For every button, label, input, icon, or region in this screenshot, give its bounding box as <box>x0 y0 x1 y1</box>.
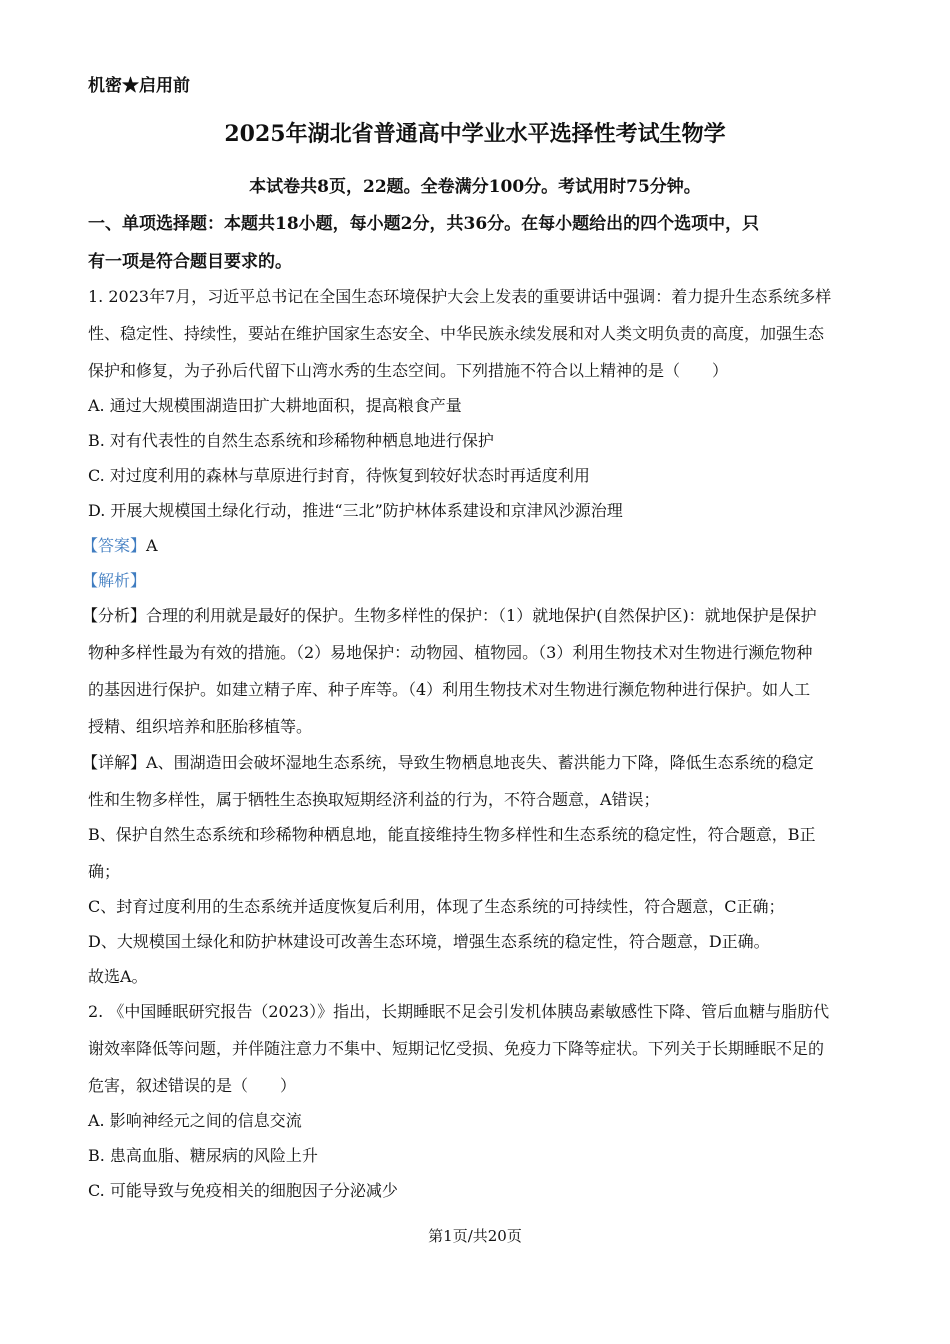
q2-stem: 谢效率降低等问题，并伴随注意力不集中、短期记忆受损、免疫力下降等症状。下列关于长期睡眠不足的 <box>88 1039 825 1058</box>
fenxi-text: 授精、组织培养和胚胎移植等。 <box>88 717 313 736</box>
q1-option-a: A. 通过大规模围湖造田扩大耕地面积，提高粮食产量 <box>88 396 462 415</box>
page-number: 第1页/共20页 <box>428 1227 522 1245</box>
q2-option-c: C. 可能导致与免疫相关的细胞因子分泌减少 <box>88 1181 398 1200</box>
q1-option-c: C. 对过度利用的森林与草原进行封育，待恢复到较好状态时再适度利用 <box>88 466 590 485</box>
answer-line <box>82 534 158 558</box>
confidential-label: 机密★启用前 <box>88 76 190 96</box>
xiangjie-text: B、保护自然生态系统和珍稀物种栖息地，能直接维持生物多样性和生态系统的稳定性，符合题意，B正 <box>88 825 816 844</box>
fenxi-text: 的基因进行保护。如建立精子库、种子库等。（4）利用生物技术对生物进行濒危物种进行保护。如人工 <box>88 680 811 699</box>
conclusion: 故选A。 <box>88 967 148 986</box>
q2-stem: 危害，叙述错误的是（ ） <box>88 1076 297 1095</box>
xiangjie-label: 【详解】 <box>82 753 147 772</box>
exam-info: 本试卷共8页，22题。全卷满分100分。考试用时75分钟。 <box>249 177 701 197</box>
xiangjie-text: 确； <box>88 862 121 881</box>
xiangjie-line <box>82 751 814 775</box>
analysis-label: 【解析】 <box>82 571 147 590</box>
q2-option-b: B. 患高血脂、糖尿病的风险上升 <box>88 1146 318 1165</box>
fenxi-text: 合理的利用就是最好的保护。生物多样性的保护：（1）就地保护(自然保护区)：就地保护是保护 <box>146 606 817 625</box>
answer-value: A <box>146 536 158 555</box>
fenxi-text: 物种多样性最为有效的措施。（2）易地保护：动物园、植物园。（3）利用生物技术对生物进行濒危物种 <box>88 643 813 662</box>
page-title: 2025年湖北省普通高中学业水平选择性考试生物学 <box>224 121 726 147</box>
xiangjie-text: 性和生物多样性，属于牺牲生态换取短期经济利益的行为，不符合题意，A错误； <box>88 790 660 809</box>
fenxi-line <box>82 604 817 628</box>
q2-option-a: A. 影响神经元之间的信息交流 <box>88 1111 302 1130</box>
xiangjie-text: C、封育过度利用的生态系统并适度恢复后利用，体现了生态系统的可持续性，符合题意，C正确； <box>88 897 785 916</box>
q1-stem: 保护和修复，为子孙后代留下山湾水秀的生态空间。下列措施不符合以上精神的是（ ） <box>88 361 729 380</box>
q1-option-b: B. 对有代表性的自然生态系统和珍稀物种栖息地进行保护 <box>88 431 494 450</box>
q1-stem: 1. 2023年7月，习近平总书记在全国生态环境保护大会上发表的重要讲话中强调：着力提升生态系统多样 <box>88 287 832 306</box>
section-heading: 有一项是符合题目要求的。 <box>88 252 292 272</box>
xiangjie-text: D、大规模国土绿化和防护林建设可改善生态环境，增强生态系统的稳定性，符合题意，D正确。 <box>88 932 770 951</box>
section-heading: 一、单项选择题：本题共18小题，每小题2分，共36分。在每小题给出的四个选项中，只 <box>88 214 760 234</box>
q2-stem: 2. 《中国睡眠研究报告（2023）》指出，长期睡眠不足会引发机体胰岛素敏感性下降、管后血糖与脂肪代 <box>88 1002 830 1021</box>
q1-stem: 性、稳定性、持续性，要站在维护国家生态安全、中华民族永续发展和对人类文明负责的高度，加强生态 <box>88 324 825 343</box>
xiangjie-text: A、围湖造田会破坏湿地生态系统，导致生物栖息地丧失、蓄洪能力下降，降低生态系统的稳定 <box>146 753 814 772</box>
q1-option-d: D. 开展大规模国土绿化行动，推进“三北”防护林体系建设和京津风沙源治理 <box>88 501 623 520</box>
answer-label: 【答案】 <box>82 536 147 555</box>
fenxi-label: 【分析】 <box>82 606 147 625</box>
